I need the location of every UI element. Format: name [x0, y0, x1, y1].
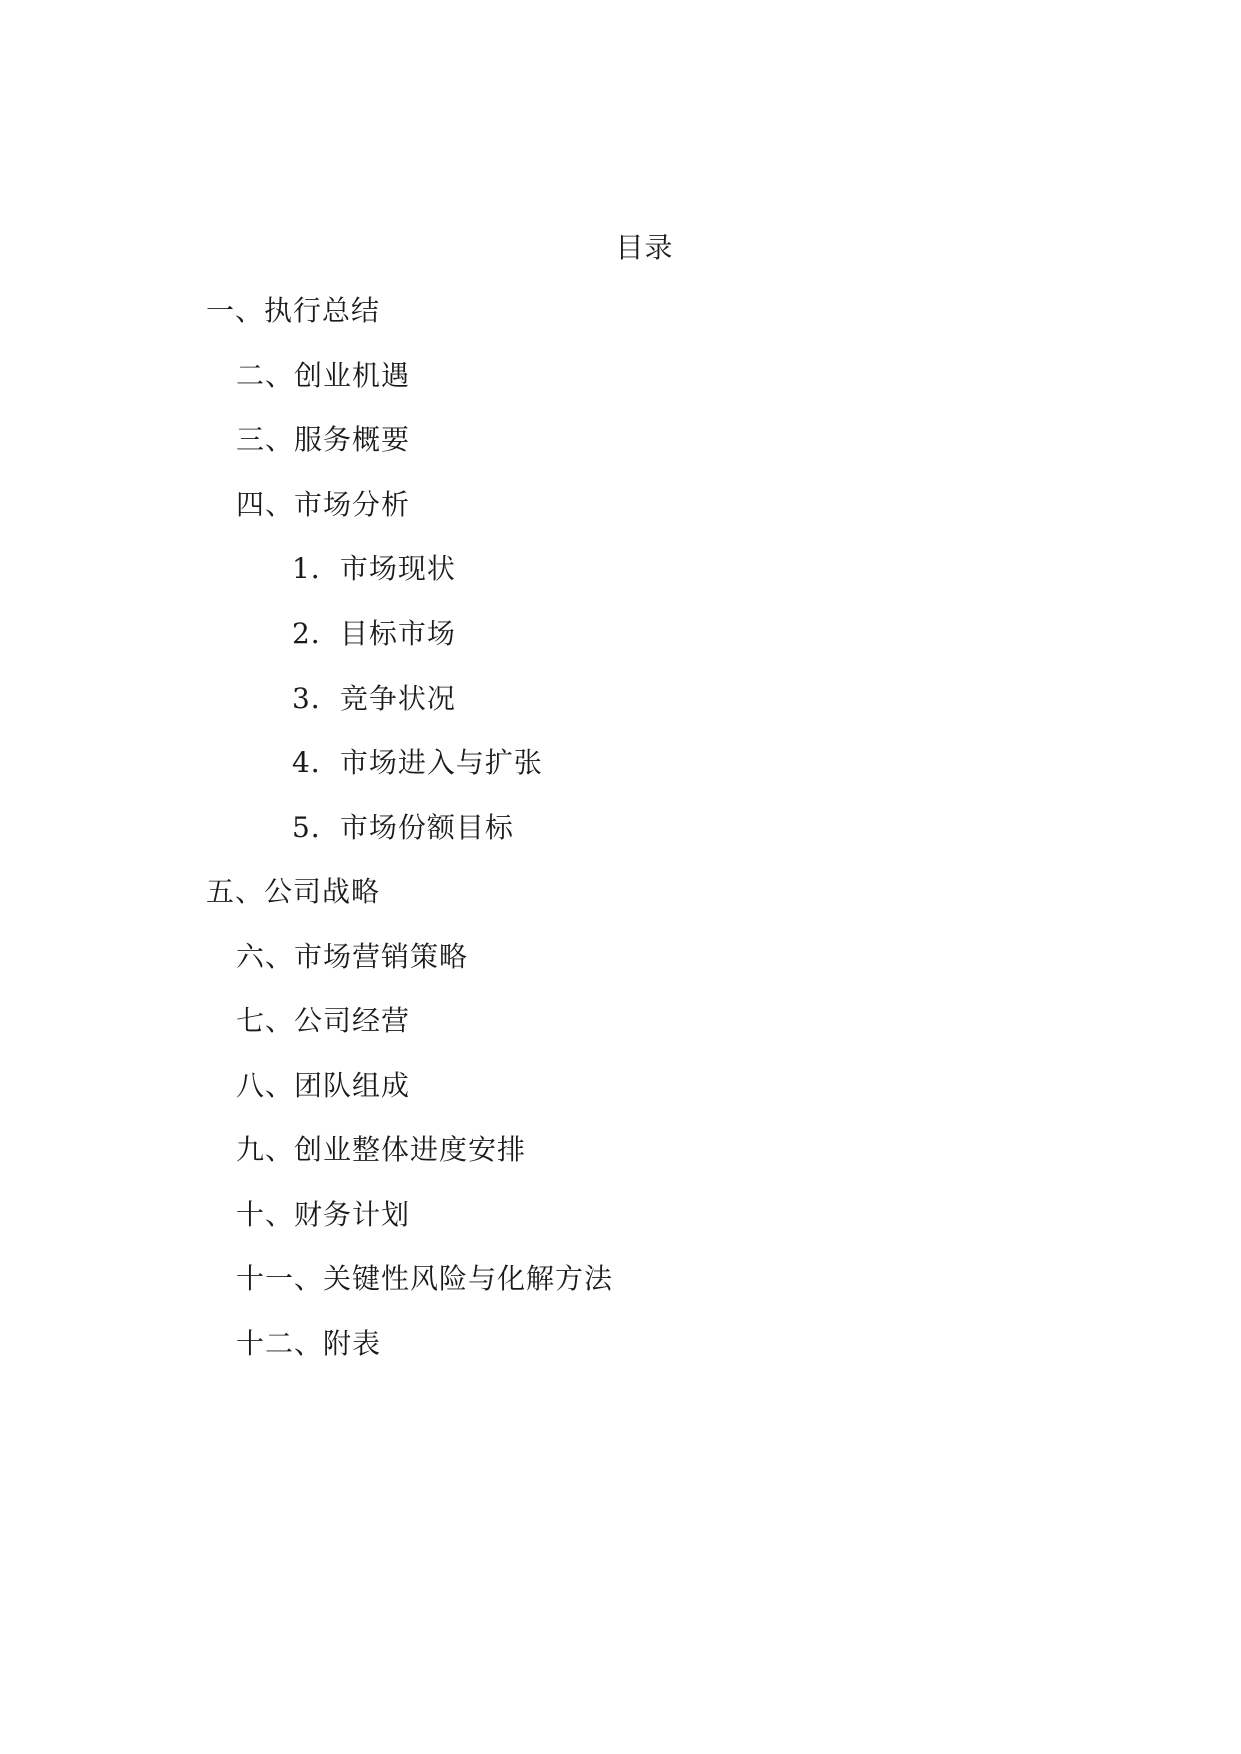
toc-item: 5．市场份额目标 — [292, 811, 514, 844]
toc-item: 六、市场营销策略 — [236, 940, 469, 973]
toc-item: 二、创业机遇 — [236, 359, 411, 392]
toc-title: 目录 — [615, 231, 674, 264]
toc-item: 九、创业整体进度安排 — [236, 1133, 527, 1166]
toc-item: 3．竞争状况 — [292, 682, 456, 715]
toc-item: 十、财务计划 — [236, 1198, 411, 1231]
toc-item: 1．市场现状 — [292, 552, 456, 585]
toc-item: 4．市场进入与扩张 — [292, 746, 543, 779]
toc-item: 十一、关键性风险与化解方法 — [236, 1262, 614, 1295]
toc-item: 四、市场分析 — [236, 488, 411, 521]
toc-item: 五、公司战略 — [206, 875, 381, 908]
toc-item: 十二、附表 — [236, 1327, 382, 1360]
toc-item: 八、团队组成 — [236, 1069, 411, 1102]
toc-item: 2．目标市场 — [292, 617, 456, 650]
toc-item: 一、执行总结 — [206, 294, 381, 327]
toc-item: 三、服务概要 — [236, 423, 411, 456]
toc-item: 七、公司经营 — [236, 1004, 411, 1037]
